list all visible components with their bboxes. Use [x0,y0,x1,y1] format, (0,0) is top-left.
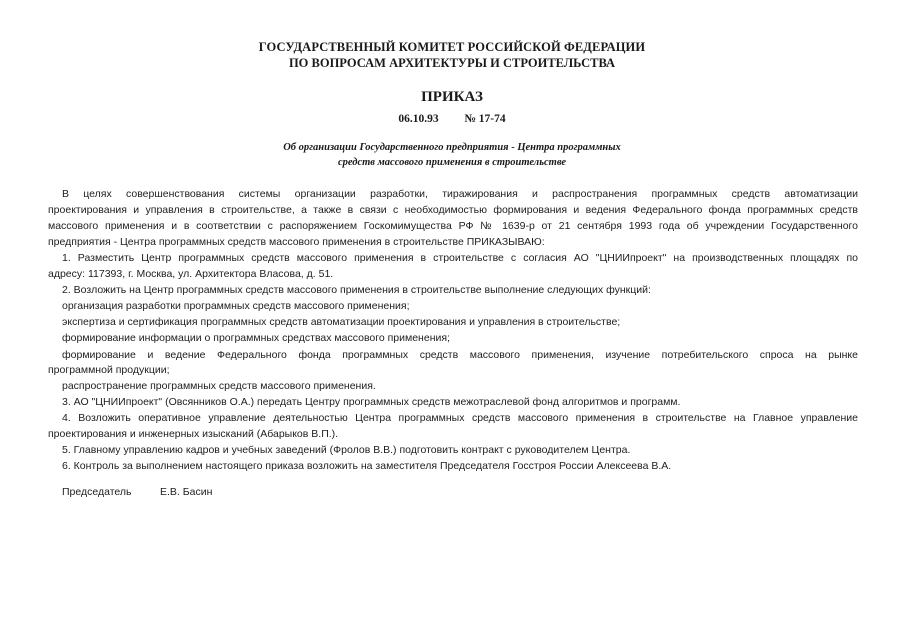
body-line: 6. Контроль за выполнением настоящего приказа возложить на заместителя Председателя Госстроя России Алексеева В.А. [62,460,672,472]
body-line: программной продукции; [48,364,170,376]
order-number: № 17-74 [464,113,506,125]
body-line: 5. Главному управлению кадров и учебных заведений (Фролов В.В.) подготовить контракт с руководителем Центра. [62,444,631,456]
body-line: массового применения и в соответствии с распоряжением Госкомимущества РФ № 1639-р от 21 сентября 1993 года об учреждении Государственного [48,220,858,232]
body-line: экспертиза и сертификация программных средств автоматизации проектирования и управления в строительстве; [62,316,621,328]
body-line: адресу: 117393, г. Москва, ул. Архитектора Власова, д. 51. [48,268,334,280]
document-type: ПРИКАЗ [421,89,483,105]
order-meta [0,113,904,125]
subject-line2: средств массового применения в строительстве [337,157,567,168]
body-line: проектирования и управления в строительстве, а также в связи с необходимостью формирования и ведения Федерального фонда программных средств [48,204,858,216]
subject-line1: Об организации Государственного предприятия - Центра программных [283,142,621,153]
body-line: В целях совершенствования системы организации разработки, тиражирования и распространения программных средств автоматизации [62,188,858,200]
body-line: формирование и ведение Федерального фонда программных средств массового применения, изучение потребительского спроса на рынке [62,349,858,361]
agency-name-line1: ГОСУДАРСТВЕННЫЙ КОМИТЕТ РОССИЙСКОЙ ФЕДЕРАЦИИ [258,40,646,54]
body-line: 2. Возложить на Центр программных средств массового применения в строительстве выполнение следующих функций: [62,284,651,296]
body-line: распространение программных средств массового применения. [62,380,376,392]
body-line: проектирования и инженерных изысканий (Абарыков В.П.). [48,428,339,440]
signature-name: Е.В. Басин [160,486,213,498]
body-line: 3. АО "ЦНИИпроект" (Овсянников О.А.) передать Центру программных средств межотраслевой фонд алгоритмов и программ. [62,396,681,408]
signature-title: Председатель [62,486,132,498]
agency-name-line2: ПО ВОПРОСАМ АРХИТЕКТУРЫ И СТРОИТЕЛЬСТВА [288,56,616,70]
order-date: 06.10.93 [398,113,439,125]
body-line: формирование информации о программных средствах массового применения; [62,332,450,344]
body-line: предприятия - Центра программных средств массового применения в строительстве ПРИКАЗЫВАЮ: [48,236,545,248]
body-line: 4. Возложить оперативное управление деятельностью Центра программных средств массового применения в строительстве на Главное управление [62,412,858,424]
body-line: 1. Разместить Центр программных средств массового применения в строительстве с согласия АО "ЦНИИпроект" на производственных площадях по [62,252,858,264]
body-line: организация разработки программных средств массового применения; [62,300,410,312]
